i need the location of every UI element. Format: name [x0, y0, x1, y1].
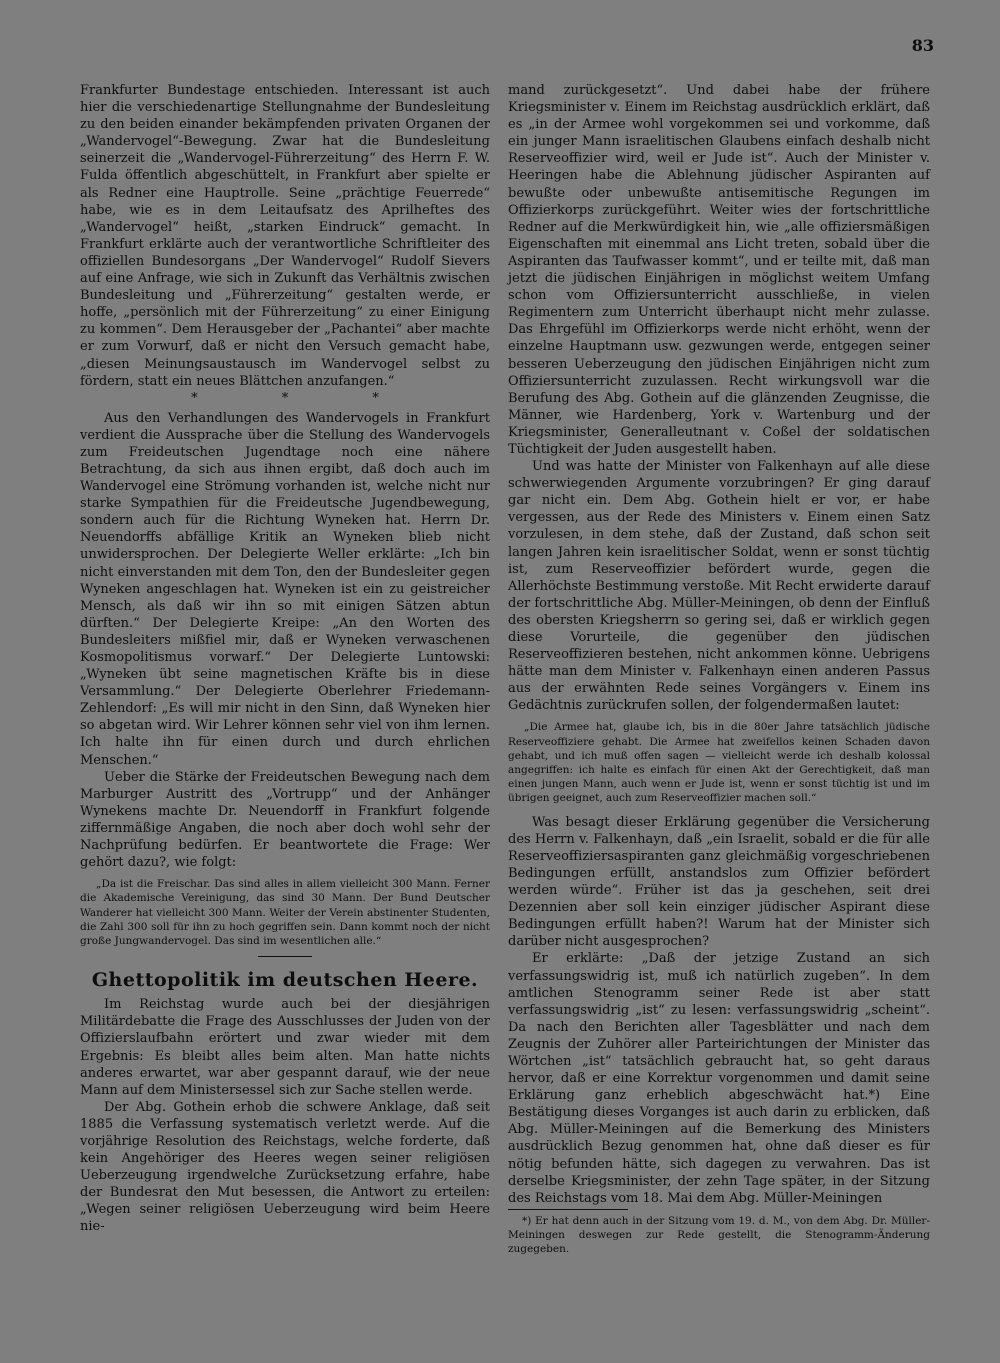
- section-stars: * * *: [191, 390, 419, 406]
- left-paragraph-4: Im Reichstag wurde auch bei der diesjährigen Militärdebatte die Frage des Ausschlusses der Juden von der Offizierslaufbahn erörtert und zwar wieder mit dem Ergebnis: Es bleibt alles beim alten. Man hatte nichts anderes erwartet, war aber gespannt darauf, wie der neue Mann auf dem Ministersessel sich zur Sache stellen werde.: [80, 997, 490, 1098]
- right-paragraph-2: Und was hatte der Minister von Falkenhayn auf alle diese schwerwiegenden Argumente vorzubringen? Er ging darauf gar nicht ein. Dem Abg. Gothein hielt er vor, er habe vergessen, aus der Rede des Ministers v. Einem einen Satz vorzulesen, in dem stehe, daß der Zustand, daß schon seit langen Jahren kein israelitischer Soldat, wenn er sonst tüchtig ist, zum Reserveoffizier befördert wurde, gegen die Allerhöchste Bestimmung verstoße. Mit Recht erwiderte darauf der fortschrittliche Abg. Müller-Meiningen, ob denn der Einfluß des obersten Kriegsherrn so gering sei, daß er wirklich gegen diese Vorurteile, die gegenüber den jüdischen Reserveoffizieren bestehen, nicht ankommen könne. Uebrigens hätte man dem Minister v. Falkenhayn einen anderen Passus aus der erwähnten Rede seines Vorgängers v. Einem ins Gedächtnis zurückrufen sollen, der folgendermaßen lautet:: [508, 459, 930, 714]
- left-paragraph-3: Ueber die Stärke der Freideutschen Bewegung nach dem Marburger Austritt des „Vortrupp“ und der Anhänger Wynekens machte Dr. Neuendorff in Frankfurt folgende ziffernmäßige Angaben, die noch aber doch wohl sehr der Nachprüfung bedürfen. Er beantwortete die Frage: Wer gehört dazu?, wie folgt:: [80, 769, 490, 871]
- right-column: [508, 82, 930, 1256]
- left-paragraph-1: Frankfurter Bundestage entschieden. Interessant ist auch hier die verschiedenartige Stellungnahme der Bundesleitung zu den beiden einander bekämpfenden privaten Organen der „Wandervogel“-Bewegung. Zwar hat die Bundesleitung seinerzeit die „Wandervogel-Führerzeitung“ des Herrn F. W. Fulda öffentlich abgeschüttelt, in Frankfurt aber spielte er als Redner eine Hauptrolle. Seine „prächtige Feuerrede“ habe, wie es in dem Leitaufsatz des Aprilheftes des „Wandervogel“ heißt, „starken Eindruck“ gemacht. In Frankfurt erklärte auch der verantwortliche Schriftleiter des offiziellen Bundesorgans „Der Wandervogel“ Rudolf Sievers auf eine Anfrage, wie sich in Zukunft das Verhältnis zwischen Bundesleitung und „Führerzeitung“ gestalten werde, er hoffe, „persönlich mit der Führerzeitung“ zu einer Einigung zu kommen“. Dem Herausgeber der „Pachantei“ aber machte er zum Vorwurf, daß er nicht den Versuch gemacht habe, „diesen Meinungsaustausch im Wandervogel selbst zu fördern, statt ein neues Blättchen anzufangen.“: [80, 83, 490, 389]
- left-paragraph-2: Aus den Verhandlungen des Wandervogels in Frankfurt verdient die Aussprache über die Stellung des Wandervogels zum Freideutschen Jugendtage noch eine nähere Betrachtung, da sich aus ihnen ergibt, daß doch auch im Wandervogel eine Strömung vorhanden ist, welche nicht nur starke Sympathien für die Freideutsche Jugendbewegung, sondern auch für die Richtung Wyneken hat. Herrn Dr. Neuendorffs abfällige Kritik an Wyneken blieb nicht unwidersprochen. Der Delegierte Weller erklärte: „Ich bin nicht einverstanden mit dem Ton, den der Bundesleiter gegen Wyneken angeschlagen hat. Wyneken ist ein zu geistreicher Mensch, als daß wir ihn so mit einigen Sätzen abtun dürften.“ Der Delegierte Kreipe: „An den Worten des Bundesleiters mißfiel mir, daß er Wyneken verwaschenen Kosmopolitismus vorwarf.“ Der Delegierte Luntowski: „Wyneken übt seine magnetischen Kräfte bis in diese Versammlung.“ Der Delegierte Oberlehrer Friedemann-Zehlendorf: „Es will mir nicht in den Sinn, daß Wyneken hier so abgetan wird. Wir Lehrer können sehr viel von ihm lernen. Ich halte ihn für einen durch und durch ehrlichen Menschen.“: [80, 410, 490, 768]
- left-quote: „Da ist die Freischar. Das sind alles in allem vielleicht 300 Mann. Ferner die Akademische Vereinigung, das sind 30 Mann. Der Bund Deutscher Wanderer hat vielleicht 300 Mann. Weiter der Verein abstinenter Studenten, die Zahl 300 soll für ihn zu hoch gegriffen sein. Dann kommt noch der nicht große Jungwandervogel. Das sind im wesentlichen alle.“: [80, 878, 490, 948]
- left-paragraph-5: Der Abg. Gothein erhob die schwere Anklage, daß seit 1885 die Verfassung systematisch verletzt werde. Auf die vorjährige Resolution des Reichstags, welche forderte, daß kein Angehöriger des Heeres wegen seiner religiösen Ueberzeugung irgendwelche Zurücksetzung erfahre, habe der Bundesrat den Mut besessen, die Antwort zu erteilen: „Wegen seiner religiösen Ueberzeugung wird beim Heere nie-: [80, 1099, 490, 1235]
- right-paragraph-3: Was besagt dieser Erklärung gegenüber die Versicherung des Herrn v. Falkenhayn, daß „ein Israelit, sobald er die für alle Reserveoffiziersaspiranten ganz gleichmäßig vorgeschriebenen Bedingungen erfüllt, anstandslos zum Offizier befördert werden würde“. Früher ist das ja geschehen, seit drei Dezennien aber soll kein einziger jüdischer Aspirant diese Bedingungen erfüllt haben?! Warum hat der Minister sich darüber nicht ausgesprochen?: [508, 814, 930, 950]
- footnote: *) Er hat denn auch in der Sitzung vom 19. d. M., von dem Abg. Dr. Müller-Meiningen deswegen zur Rede gestellt, die Stenogramm-Änderung zugegeben.: [508, 1214, 930, 1256]
- footnote-divider: [508, 1209, 628, 1210]
- right-paragraph-4: Er erklärte: „Daß der jetzige Zustand an sich verfassungswidrig ist, muß ich natürlich zugeben“. In dem amtlichen Stenogramm seiner Rede ist aber statt verfassungswidrig „ist“ zu lesen: verfassungswidrig „scheint“. Da nach den Berichten aller Tagesblätter und nach dem Zeugnis der Zuhörer aller Parteirichtungen der Minister das Wörtchen „ist“ tatsächlich gebraucht hat, so geht daraus hervor, daß er eine Korrektur vorgenommen und damit seine Erklärung ganz erheblich abgeschwächt hat.*) Eine Bestätigung dieses Vorganges ist auch darin zu erblicken, daß Abg. Müller-Meiningen auf die Bemerkung des Ministers ausdrücklich Bezug genommen hat, ohne daß dieser es für nötig befunden hätte, sich dagegen zu verwahren. Das ist derselbe Kriegsminister, der zehn Tage später, in der Sitzung des Reichstags vom 18. Mai dem Abg. Müller-Meiningen: [508, 951, 930, 1206]
- right-paragraph-1: mand zurückgesetzt“. Und dabei habe der frühere Kriegsminister v. Einem im Reichstag ausdrücklich erklärt, daß es „in der Armee wohl vorgekommen sei und vorkomme, daß ein junger Mann israelitischen Glaubens einfach deshalb nicht Reserveoffizier wird, weil er Jude ist“. Auch der Minister v. Heeringen habe die Ablehnung jüdischer Aspiranten auf bewußte oder unbewußte antisemitische Regungen im Offizierkorps zurückgeführt. Weiter wies der fortschrittliche Redner auf die Merkwürdigkeit hin, wie „alle offiziersmäßigen Eigenschaften mit einemmal ans Licht treten, sobald über die Aspiranten das Taufwasser kommt“, und er teilte mit, daß man jetzt die jüdischen Einjährigen in möglichst weitem Umfang schon vom Offiziersunterricht ausschließe, in vielen Regimentern zum Unterricht überhaupt nicht mehr zulasse. Das Ehrgefühl im Offizierkorps werde nicht erhöht, wenn der einzelne Hauptmann usw. gezwungen werde, entgegen seiner besseren Ueberzeugung den jüdischen Einjährigen nicht zum Offiziersunterricht zuzulassen. Recht wirkungsvoll war die Berufung des Abg. Gothein auf die glänzenden Zeugnisse, die Männer, wie Hardenberg, York v. Wartenburg und der Kriegsminister, Generalleutnant v. Coßel der soldatischen Tüchtigkeit der Juden ausgestellt haben.: [508, 83, 930, 457]
- section-divider: [258, 956, 312, 957]
- left-column: [80, 82, 490, 1236]
- right-quote: „Die Armee hat, glaube ich, bis in die 80er Jahre tatsächlich jüdische Reserveoffiziere gehabt. Die Armee hat zweifellos keinen Schaden davon gehabt, und ich muß offen sagen — vielleicht werde ich deshalb kolossal angegriffen: ich halte es einfach für einen Akt der Gerechtigkeit, daß man einen jungen Mann, auch wenn er Jude ist, wenn er sonst tüchtig ist und im übrigen geeignet, auch zum Reserveoffizier machen soll.“: [508, 721, 930, 805]
- page-number: 83: [911, 36, 934, 55]
- article-headline: Ghettopolitik im deutschen Heere.: [91, 969, 479, 992]
